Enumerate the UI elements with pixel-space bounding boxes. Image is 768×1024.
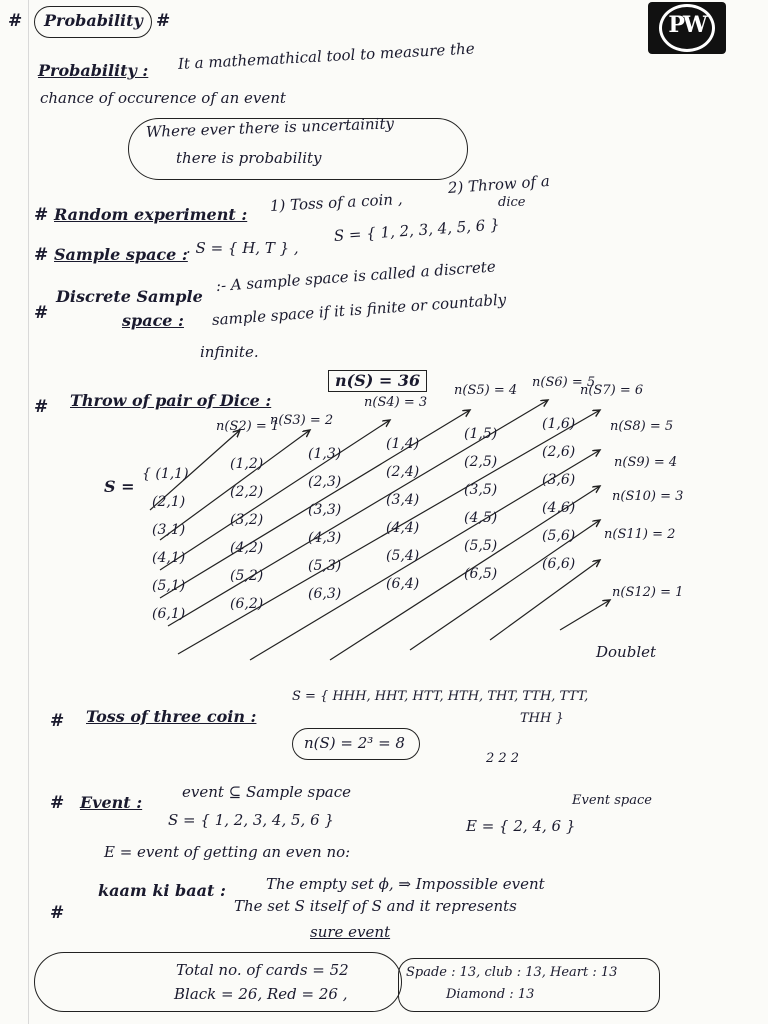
three-coin-set-2: THH } [520,711,564,726]
sum-count-label: n(S5) = 4 [454,383,518,398]
kaam-line-3: sure event [310,923,391,941]
three-coin-marks: 2 2 2 [486,751,520,766]
dice-outcome: (3,5) [464,482,498,498]
hash-mark: # [34,245,49,265]
random-item-2b: dice [498,195,526,210]
dice-outcome: (4,4) [386,520,420,536]
dice-outcome: (2,5) [464,454,498,470]
sum-count-label: n(S10) = 3 [612,489,684,504]
diagonal-arrow [560,600,610,630]
dice-outcome: (4,2) [230,540,264,556]
sum-count-label: n(S6) = 5 [532,375,596,390]
sum-count-label: n(S9) = 4 [614,455,678,470]
note-line-2: there is probability [176,149,322,167]
event-even-set: E = { 2, 4, 6 } [466,817,576,835]
three-coin-label: Toss of three coin : [86,707,257,726]
hash-mark: # [34,303,49,323]
hash-mark-2: # [156,11,171,31]
discrete-label-1: Discrete Sample [56,287,203,306]
hash-mark: # [50,711,65,731]
hash-mark: # [34,205,49,225]
three-coin-set-1: S = { HHH, HHT, HTT, HTH, THT, TTH, TTT, [292,689,589,704]
sum-count-label: n(S11) = 2 [604,527,676,542]
dice-outcome: (6,5) [464,566,498,582]
dice-outcome: (5,2) [230,568,264,584]
hash-mark: # [50,793,65,813]
event-even-def: E = event of getting an even no: [104,843,351,861]
dice-outcome: (6,6) [542,556,576,572]
page-title: Probability [44,11,143,30]
dice-outcome: (2,4) [386,464,420,480]
dice-outcome: (5,6) [542,528,576,544]
dice-outcome: (5,3) [308,558,342,574]
sample-space-coin: . S = { H, T } , [186,239,299,257]
event-space: S = { 1, 2, 3, 4, 5, 6 } [168,811,334,829]
note-line-1: Where ever there is uncertainity [145,114,395,141]
kaam-label: kaam ki baat : [98,881,226,900]
sum-count-label: n(S8) = 5 [610,419,674,434]
dice-outcome: (5,4) [386,548,420,564]
dice-outcome: (1,5) [464,426,498,442]
dice-s-label: S = [104,477,135,496]
sum-count-label: n(S4) = 3 [364,395,428,410]
definition-line-1: It a mathemathical tool to measure the [177,39,476,73]
dice-outcome: (1,2) [230,456,264,472]
dice-outcome: (6,3) [308,586,342,602]
dice-outcome: (5,5) [464,538,498,554]
discrete-label-2: space : [122,311,184,330]
kaam-line-1: The empty set ϕ, ⇒ Impossible event [266,875,545,893]
dice-outcome: (6,1) [152,606,186,622]
sum-count-label: n(S12) = 1 [612,585,684,600]
dice-total-box: n(S) = 36 [328,370,427,392]
event-subset: event ⊆ Sample space [182,783,352,801]
discrete-line-1: :- A sample space is called a discrete [215,257,497,295]
dice-outcome: (3,3) [308,502,342,518]
dice-outcome: { (1,1) [142,466,189,482]
hash-mark: # [8,11,23,31]
definition-term: Probability : [38,61,149,80]
hash-mark: # [34,397,49,417]
sample-space-dice: S = { 1, 2, 3, 4, 5, 6 } [333,215,501,245]
dice-outcome: (3,6) [542,472,576,488]
three-coin-count: n(S) = 2³ = 8 [304,734,405,752]
random-experiment-label: Random experiment : [54,205,248,224]
random-item-2: 2) Throw of a [447,171,551,197]
dice-outcome: (3,2) [230,512,264,528]
dice-outcome: (1,3) [308,446,342,462]
sum-count-label: n(S3) = 2 [270,413,334,428]
cards-line-2: Black = 26, Red = 26 , [174,985,348,1003]
logo-text: PW [668,12,706,38]
event-label: Event : [80,793,143,812]
sample-space-label: Sample space : [54,245,188,264]
dice-outcome: (4,1) [152,550,186,566]
sum-count-label: n(S2) = 1 [216,419,280,434]
dice-outcome: (3,1) [152,522,186,538]
cards-line-1: Total no. of cards = 52 [176,961,349,979]
hash-mark: # [50,903,65,923]
dice-outcome: (2,1) [152,494,186,510]
random-item-1: 1) Toss of a coin , [269,190,403,215]
dice-pair-label: Throw of pair of Dice : [70,391,272,410]
doublet-label: Doublet [596,643,657,661]
dice-outcome: (1,4) [386,436,420,452]
diagonal-arrow [160,420,390,570]
dice-outcome: (6,2) [230,596,264,612]
dice-outcome: (2,3) [308,474,342,490]
dice-outcome: (4,3) [308,530,342,546]
dice-outcome: (4,6) [542,500,576,516]
dice-outcome: (5,1) [152,578,186,594]
sum-count-label: n(S7) = 6 [580,383,644,398]
event-annotation: Event space [572,793,652,808]
dice-outcome: (6,4) [386,576,420,592]
dice-outcome: (4,5) [464,510,498,526]
dice-outcome: (2,2) [230,484,264,500]
dice-outcome: (1,6) [542,416,576,432]
dice-outcome: (2,6) [542,444,576,460]
definition-line-2: chance of occurence of an event [40,89,286,107]
kaam-line-2: The set S itself of S and it represents [234,897,517,915]
discrete-line-2: sample space if it is finite or countably [211,290,507,329]
discrete-line-3: infinite. [200,343,259,361]
dice-outcome: (3,4) [386,492,420,508]
cards-suits-1: Spade : 13, club : 13, Heart : 13 [406,965,618,980]
cards-suits-2: Diamond : 13 [446,987,535,1002]
